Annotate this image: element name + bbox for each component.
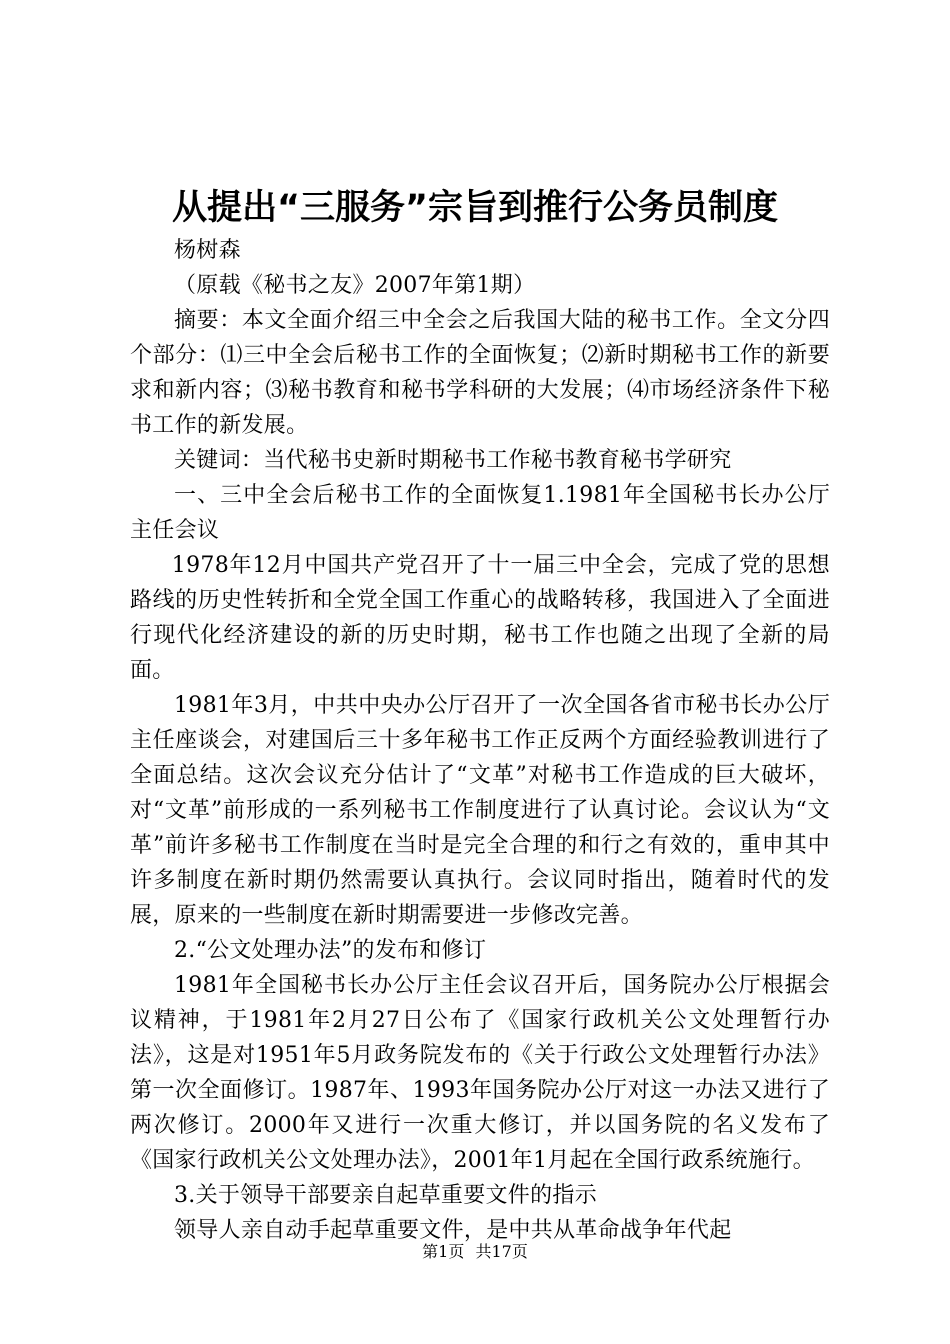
body-paragraph: 1978年12月中国共产党召开了十一届三中全会，完成了党的思想路线的历史性转折和全党全国工作重心的战略转移，我国进入了全面进行现代化经济建设的新的历史时期，秘书工作也随之出现了全新的局面。 xyxy=(130,553,830,683)
body-paragraph: 1981年3月，中共中央办公厅召开了一次全国各省市秘书长办公厅主任座谈会，对建国后三十多年秘书工作正反两个方面经验教训进行了全面总结。这次会议充分估计了“文革”对秘书工作造成的巨大破坏，对“文革”前形成的一系列秘书工作制度进行了认真讨论。会议认为“文革”前许多秘书工作制度在当时是完全合理的和行之有效的，重申其中许多制度在新时期仍然需要认真执行。会议同时指出，随着时代的发展，原来的一些制度在新时期需要进一步修改完善。 xyxy=(130,693,830,928)
author-line: 杨树森 xyxy=(174,238,241,263)
subsection-heading: 2.“公文处理办法”的发布和修订 xyxy=(174,938,487,963)
abstract-paragraph: 摘要：本文全面介绍三中全会之后我国大陆的秘书工作。全文分四个部分：⑴三中全会后秘书工作的全面恢复；⑵新时期秘书工作的新要求和新内容；⑶秘书教育和秘书学科研的大发展；⑷市场经济条件下秘书工作的新发展。 xyxy=(130,308,830,438)
body-paragraph: 1981年全国秘书长办公厅主任会议召开后，国务院办公厅根据会议精神，于1981年2月27日公布了《国家行政机关公文处理暂行办法》，这是对1951年5月政务院发布的《关于行政公文处理暂行办法》第一次全面修订。1987年、1993年国务院办公厅对这一办法又进行了两次修订。2000年又进行一次重大修订，并以国务院的名义发布了《国家行政机关公文处理办法》，2001年1月起在全国行政系统施行。 xyxy=(130,973,830,1173)
body-paragraph: 领导人亲自动手起草重要文件，是中共从革命战争年代起 xyxy=(174,1218,732,1243)
document-body xyxy=(130,233,830,1248)
page-footer xyxy=(0,1240,950,1264)
page-total: 共17页 xyxy=(475,1242,528,1261)
section-heading: 一、三中全会后秘书工作的全面恢复1.1981年全国秘书长办公厅主任会议 xyxy=(130,483,830,543)
document-title: 从提出“三服务”宗旨到推行公务员制度 xyxy=(171,188,778,228)
keywords-paragraph: 关键词：当代秘书史新时期秘书工作秘书教育秘书学研究 xyxy=(174,448,732,473)
page-number: 第1页 xyxy=(422,1242,465,1261)
source-line: （原载《秘书之友》2007年第1期） xyxy=(174,273,536,298)
subsection-heading: 3.关于领导干部要亲自起草重要文件的指示 xyxy=(174,1183,597,1208)
